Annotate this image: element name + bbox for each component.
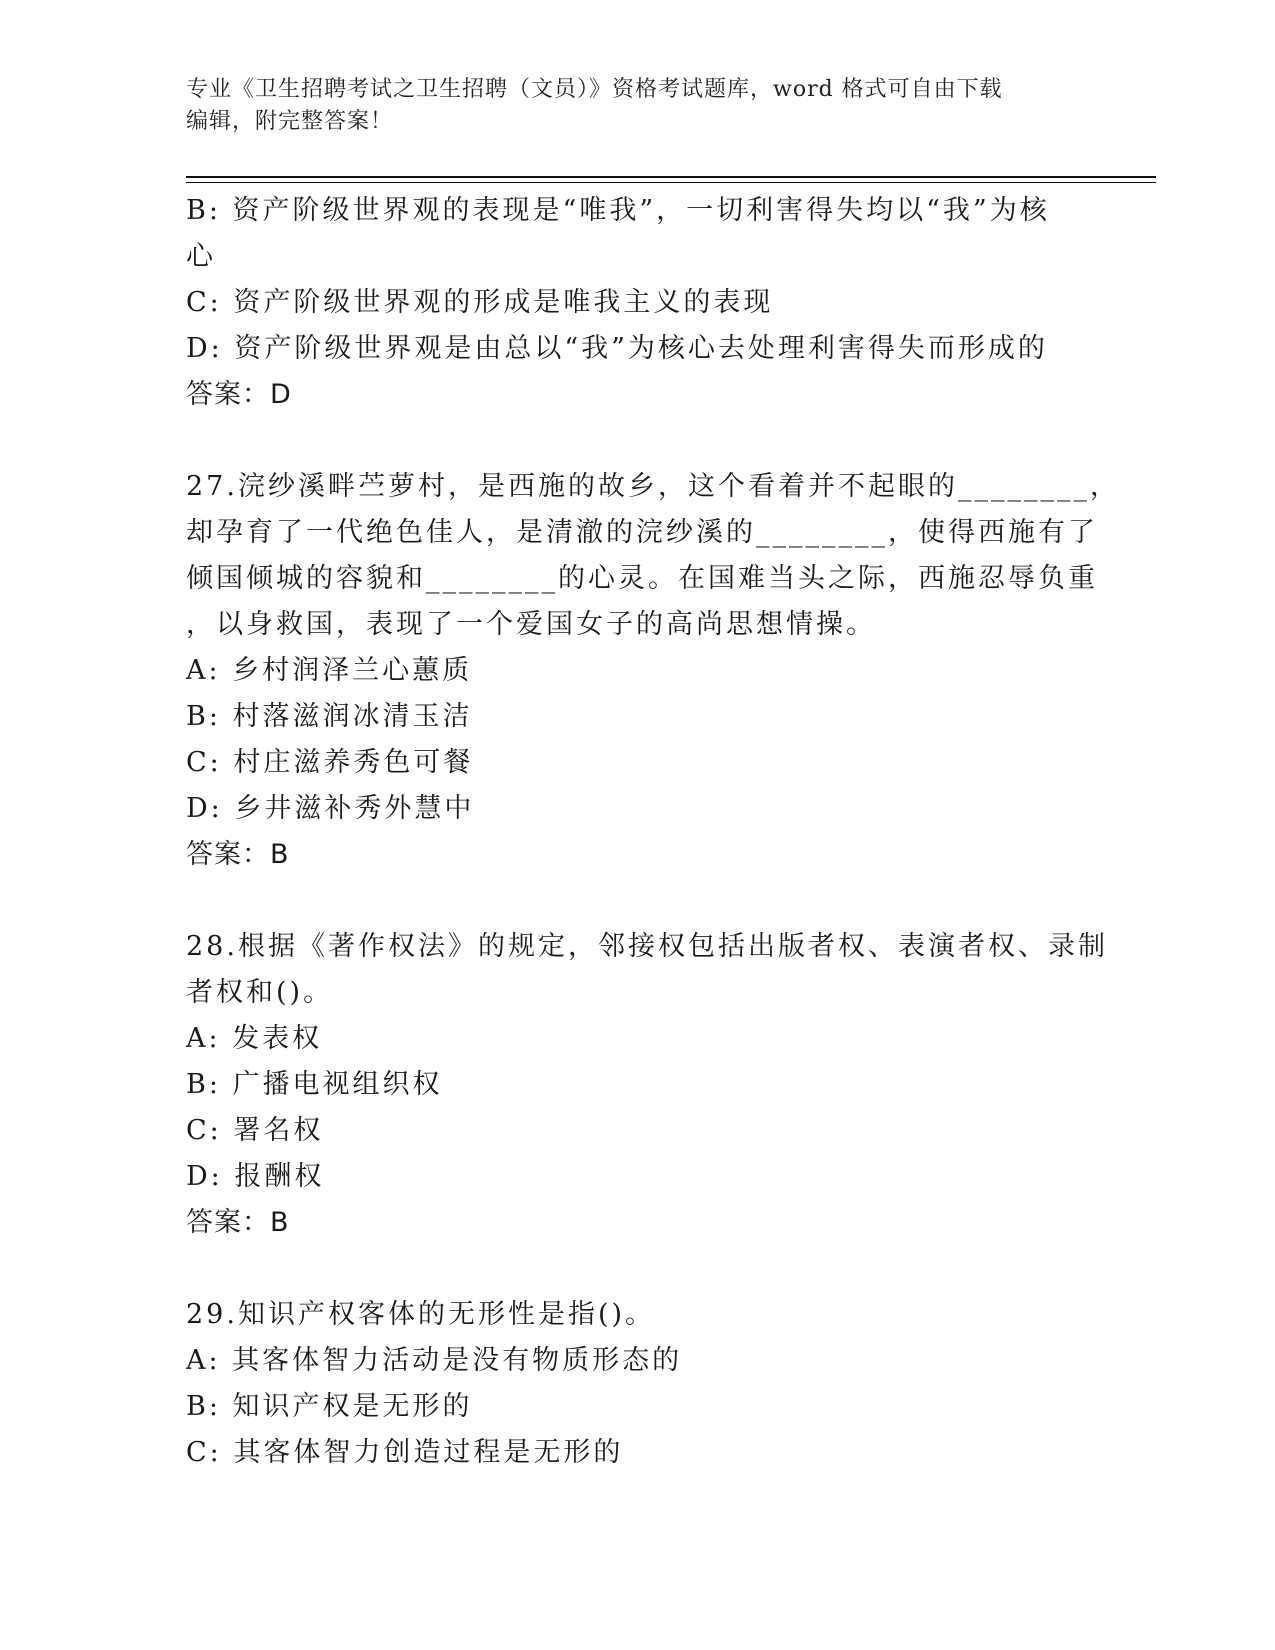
option-b-line2: 心: [186, 241, 216, 272]
option-c: C: 村庄滋养秀色可餐: [186, 747, 474, 778]
option-d: D: 资产阶级世界观是由总以“我”为核心去处理利害得失而形成的: [186, 333, 1048, 364]
question-content: [186, 188, 1120, 1476]
question-29: [186, 1292, 1086, 1476]
spacer: [186, 1246, 1086, 1292]
option-b-line1: B: 资产阶级世界观的表现是“唯我”，一切利害得失均以“我”为核: [186, 195, 1050, 226]
question-text-line1: 27.浣纱溪畔苎萝村，是西施的故乡，这个看着并不起眼的________，: [186, 471, 1120, 502]
spacer: [186, 418, 1086, 464]
option-d: D: 报酬权: [186, 1161, 325, 1192]
option-d: D: 乡井滋补秀外慧中: [186, 793, 475, 824]
answer-line: 答案：D: [186, 379, 292, 410]
option-c: C: 署名权: [186, 1115, 324, 1146]
option-a: A: 发表权: [186, 1023, 323, 1054]
option-b: B: 知识产权是无形的: [186, 1391, 473, 1422]
question-text-line2: 者权和()。: [186, 977, 334, 1008]
header-divider-thick: [186, 176, 1156, 178]
option-b: B: 村落滋润冰清玉洁: [186, 701, 473, 732]
question-28: [186, 924, 1108, 1246]
question-text-line4: ，以身救国，表现了一个爱国女子的高尚思想情操。: [186, 609, 876, 640]
answer-line: 答案：B: [186, 1207, 290, 1238]
page-header: [186, 74, 1106, 138]
option-c: C: 资产阶级世界观的形成是唯我主义的表现: [186, 287, 774, 318]
question-text-line3: 倾国倾城的容貌和________的心灵。在国难当头之际，西施忍辱负重: [186, 563, 1098, 594]
answer-line: 答案：B: [186, 839, 290, 870]
question-26-continued: [186, 188, 1086, 418]
question-text-line1: 28.根据《著作权法》的规定，邻接权包括出版者权、表演者权、录制: [186, 931, 1108, 962]
spacer: [186, 878, 1086, 924]
question-text-line1: 29.知识产权客体的无形性是指()。: [186, 1299, 656, 1330]
option-a: A: 其客体智力活动是没有物质形态的: [186, 1345, 683, 1376]
header-title-line2: 编辑，附完整答案！: [186, 109, 394, 134]
option-a: A: 乡村润泽兰心蕙质: [186, 655, 473, 686]
header-divider-thin: [186, 182, 1156, 183]
option-b: B: 广播电视组织权: [186, 1069, 443, 1100]
header-title-line1: 专业《卫生招聘考试之卫生招聘（文员）》资格考试题库，word 格式可自由下载: [186, 77, 1003, 102]
question-27: [186, 464, 1120, 878]
question-text-line2: 却孕育了一代绝色佳人，是清澈的浣纱溪的________，使得西施有了: [186, 517, 1098, 548]
option-c: C: 其客体智力创造过程是无形的: [186, 1437, 624, 1468]
